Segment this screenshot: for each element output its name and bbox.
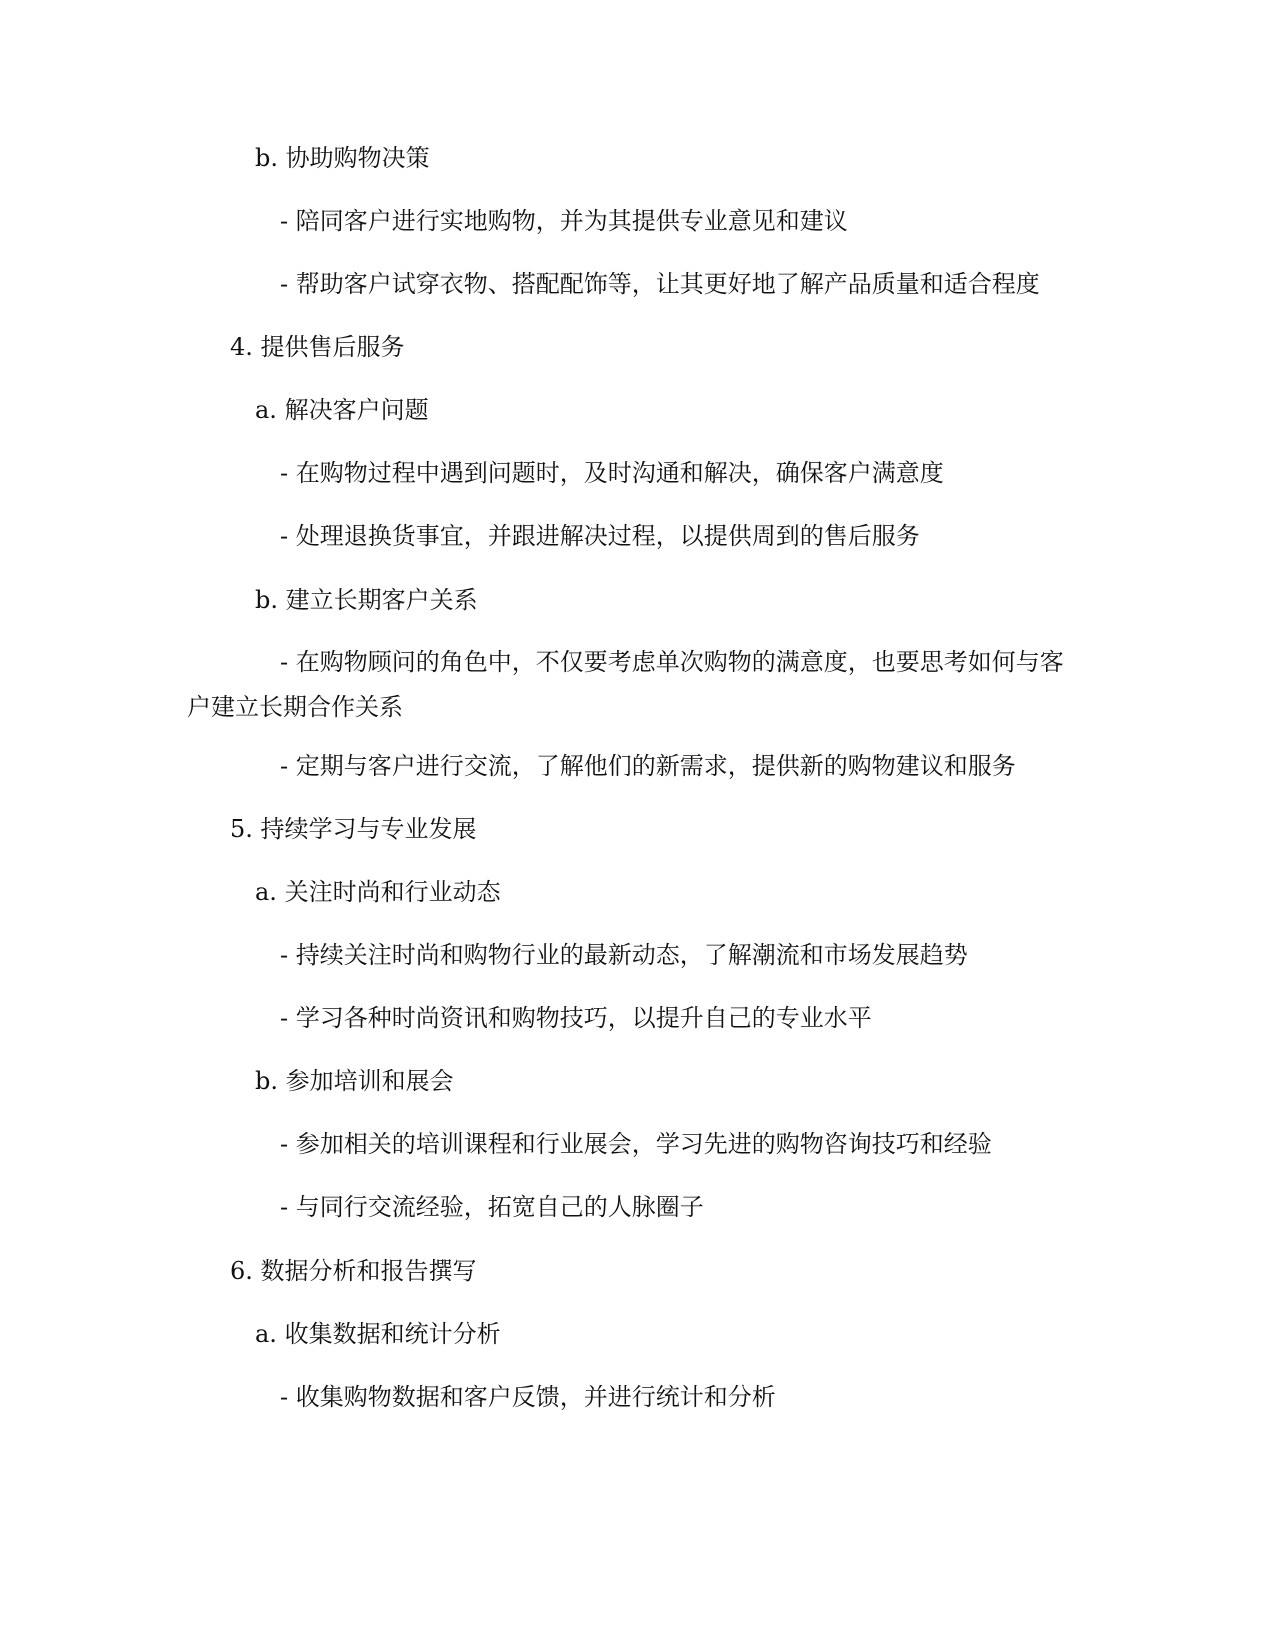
bullet-item: - 收集购物数据和客户反馈，并进行统计和分析	[280, 1383, 776, 1411]
bullet-item: - 参加相关的培训课程和行业展会，学习先进的购物咨询技巧和经验	[280, 1130, 992, 1158]
subsection-heading: b. 参加培训和展会	[255, 1067, 454, 1095]
bullet-item: - 在购物过程中遇到问题时，及时沟通和解决，确保客户满意度	[280, 459, 944, 487]
section-heading: 6. 数据分析和报告撰写	[230, 1257, 477, 1285]
section-heading: 5. 持续学习与专业发展	[230, 815, 477, 843]
section-heading: 4. 提供售后服务	[230, 333, 405, 361]
bullet-item: - 处理退换货事宜，并跟进解决过程，以提供周到的售后服务	[280, 522, 920, 550]
bullet-item: - 学习各种时尚资讯和购物技巧，以提升自己的专业水平	[280, 1004, 872, 1032]
bullet-item: - 陪同客户进行实地购物，并为其提供专业意见和建议	[280, 207, 848, 235]
subsection-heading: a. 关注时尚和行业动态	[255, 878, 501, 906]
bullet-item: - 帮助客户试穿衣物、搭配配饰等，让其更好地了解产品质量和适合程度	[280, 270, 1040, 298]
bullet-item: - 与同行交流经验，拓宽自己的人脉圈子	[280, 1193, 704, 1221]
subsection-heading: b. 协助购物决策	[255, 144, 430, 172]
subsection-heading: a. 收集数据和统计分析	[255, 1320, 501, 1348]
subsection-heading: a. 解决客户问题	[255, 396, 429, 424]
subsection-heading: b. 建立长期客户关系	[255, 586, 478, 614]
bullet-item: - 定期与客户进行交流，了解他们的新需求，提供新的购物建议和服务	[280, 752, 1016, 780]
wrapped-bullet-item: - 在购物顾问的角色中，不仅要考虑单次购物的满意度，也要思考如何与客户建立长期合作关系	[187, 648, 1064, 721]
bullet-item: - 持续关注时尚和购物行业的最新动态，了解潮流和市场发展趋势	[280, 941, 968, 969]
